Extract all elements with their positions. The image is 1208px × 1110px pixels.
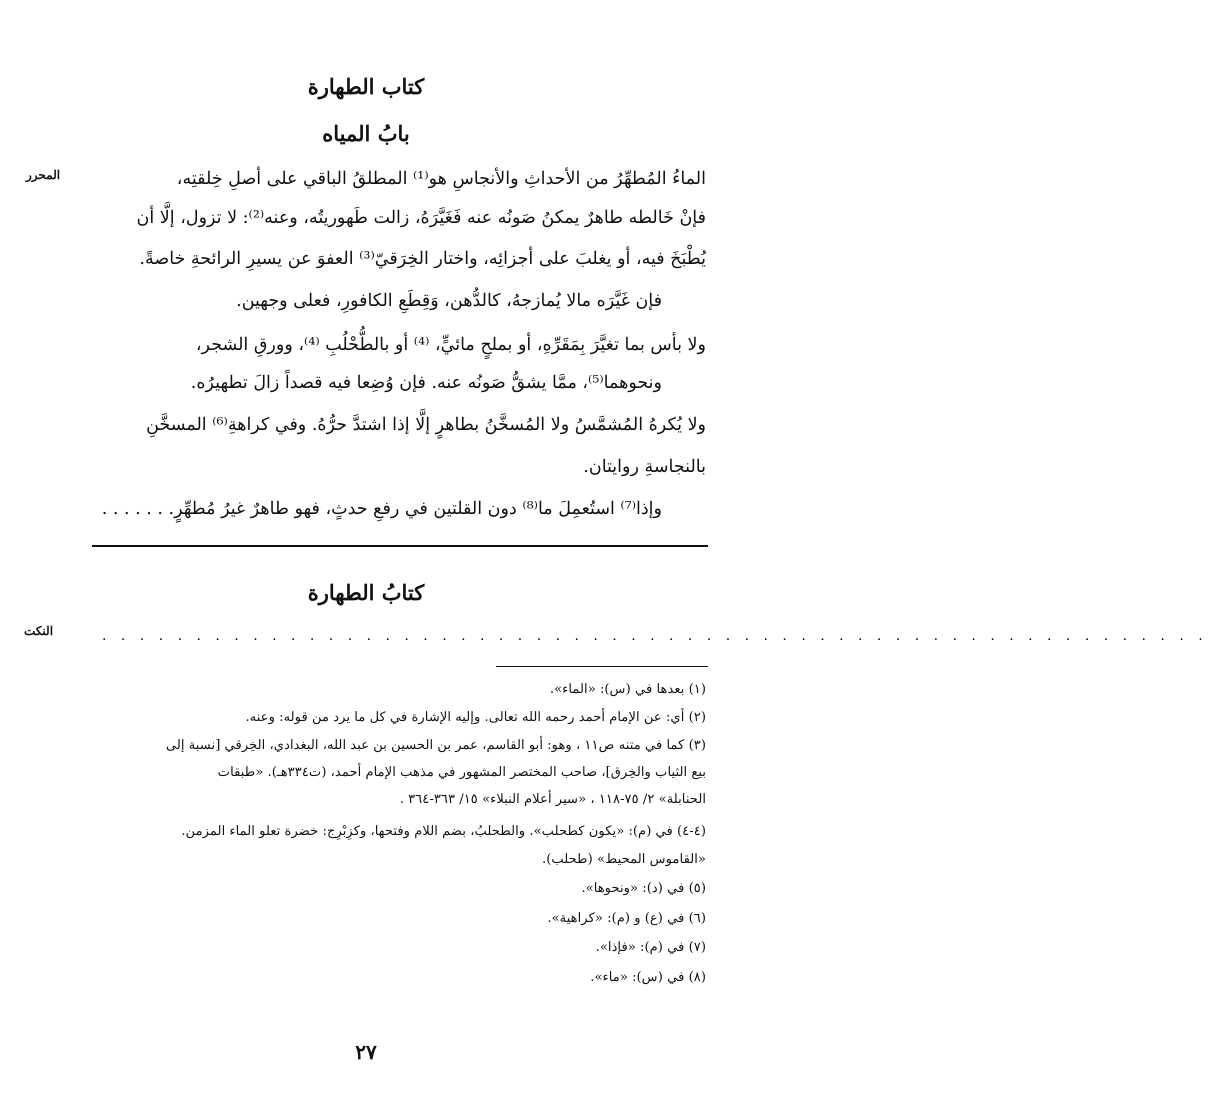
- main-text-line: يُطْبَخَ فيه، أو يغلبَ على أجزائِه، واختار الخِرَقيّ⁽³⁾ العفوَ عن يسيرِ الرائحةِ خاصةً.: [139, 249, 706, 269]
- main-text-line: فإنْ خَالطه طاهرٌ يمكنُ صَونُه عنه فَغَيَّرَهُ، زالت طَهوريتُه، وعنه⁽²⁾: لا تزول، إلَّا أن: [136, 208, 706, 228]
- footnote-item: (٨) في (س): «ماء».: [590, 970, 706, 985]
- main-text-line: ونحوهما⁽⁵⁾، ممَّا يشقُّ صَونُه عنه. فإن وُضِعا فيه قصداً زالَ تطهيرُه.: [190, 373, 662, 393]
- main-text-line: فإن غَيَّرَه مالا يُمازجهُ، كالدُّهن، وَقِطَعِ الكافورِ، فعلى وجهين.: [236, 291, 662, 311]
- main-text-line: ولا يُكرهُ المُشمَّسُ ولا المُسخَّنُ بطاهرٍ إلَّا إذا اشتدَّ حرُّهُ. وفي كراهةِ⁽⁶⁾ المسخَّنِ: [146, 415, 706, 435]
- footnote-item: (٦) في (ع) و (م): «كراهية».: [547, 911, 706, 926]
- footnote-item: بيع الثياب والخِرق]، صاحب المختصر المشهور في مذهب الإمام أحمد، (ت٣٣٤هـ). «طبقات: [217, 765, 706, 780]
- footnote-rule: [496, 666, 708, 667]
- side-label-muharrar: المحرر: [26, 168, 61, 182]
- footnote-item: (٧) في (م): «فإذا».: [595, 940, 706, 955]
- footnote-item: (٤-٤) في (م): «يكون كطحلب». والطحلبُ، بضم اللام وفتحها، وكزِبْرِج: خضرة تعلو الماء المزمن.: [181, 824, 706, 839]
- dotted-placeholder-line: . . . . . . . . . . . . . . . . . . . . . . . . . . . . . . . . . . . . . . . . . . . . . . . . . . . . . . . . . . .: [102, 628, 1208, 644]
- footnote-item: (٣) كما في متنه ص١١ ، وهو: أبو القاسم، عمر بن الحسين بن عبد الله، البغدادي، الخِرقي [نسبة إلى: [165, 738, 706, 753]
- page-number: ٢٧: [355, 1040, 377, 1064]
- main-text-line: الماءُ المُطهِّرُ من الأحداثِ والأنجاسِ هو⁽¹⁾ المطلقُ الباقي على أصلِ خِلقتِه،: [176, 169, 706, 189]
- main-text-line: وإذا⁽⁷⁾ استُعمِلَ ما⁽⁸⁾ دون القلتين في رفعِ حدثٍ، فهو طاهرٌ غيرُ مُطهِّرٍ. . . . . . .: [101, 499, 662, 519]
- book-title: كتاب الطهارة: [307, 74, 425, 99]
- side-label-nukat: النكت: [24, 624, 54, 638]
- footnote-item: «القاموس المحيط» (طحلب).: [542, 852, 706, 867]
- chapter-title: بابُ المياه: [322, 121, 410, 146]
- footnote-item: (٥) في (د): «ونحوها».: [581, 881, 706, 896]
- footnote-item: (٢) أي: عن الإمام أحمد رحمه الله تعالى. وإليه الإشارة في كل ما يرد من قوله: وعنه.: [245, 710, 706, 725]
- footnote-item: (١) بعدها في (س): «الماء».: [549, 682, 706, 697]
- section-divider: [92, 545, 708, 547]
- section2-title: كتابُ الطهارة: [307, 580, 425, 605]
- main-text-line: ولا بأس بما تغيَّرَ بِمَقَرِّهِ، أو بملحٍ مائيٍّ، ⁽⁴⁾ أو بالطُّحْلُبِ ⁽⁴⁾، وورقِ الشجر،: [195, 335, 706, 355]
- footnote-item: الحنابلة» ٢/ ٧٥-١١٨ ، «سير أعلام النبلاء» ١٥/ ٣٦٣-٣٦٤ .: [399, 792, 706, 807]
- main-text-line: بالنجاسةِ روايتان.: [583, 457, 706, 477]
